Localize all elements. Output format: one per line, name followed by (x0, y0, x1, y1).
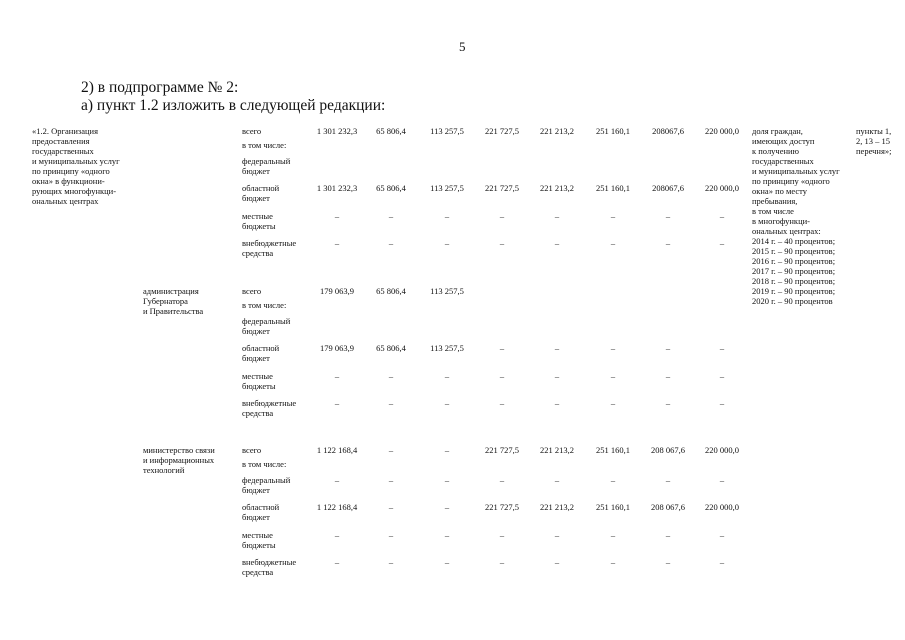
amount-cell: – (499, 238, 505, 248)
amount-cell: – (610, 343, 616, 353)
amount-cell: – (610, 371, 616, 381)
funding-source-label: бюджет (242, 166, 270, 176)
amount-cell: 65 806,4 (376, 286, 406, 296)
funding-source-label: в том числе: (242, 459, 287, 469)
amount-cell: – (388, 445, 394, 455)
indicator-line: 2015 г. – 90 процентов; (752, 246, 836, 256)
amount-cell: 113 257,5 (430, 183, 464, 193)
funding-source-label: областной (242, 183, 280, 193)
funding-source-label: средства (242, 248, 274, 258)
amount-cell: – (554, 343, 560, 353)
amount-cell: – (610, 238, 616, 248)
funding-source-label: бюджет (242, 512, 270, 522)
item-name-line: предоставления (32, 136, 90, 146)
amount-cell: – (334, 398, 340, 408)
amount-cell: – (334, 238, 340, 248)
amount-cell: – (334, 211, 340, 221)
amount-cell: 251 160,1 (596, 126, 630, 136)
amount-cell: – (444, 475, 450, 485)
amount-cell: – (554, 530, 560, 540)
item-name-line: «1.2. Организация (32, 126, 99, 136)
amount-cell: – (499, 530, 505, 540)
amount-cell: – (719, 475, 725, 485)
amount-cell: – (444, 211, 450, 221)
amount-cell: – (388, 502, 394, 512)
item-name-line: государственных (32, 146, 94, 156)
funding-source-label: бюджеты (242, 381, 276, 391)
indicator-line: в многофункци- (752, 216, 810, 226)
funding-source-label: областной (242, 343, 280, 353)
funding-source-label: средства (242, 408, 274, 418)
reference-line: перечня»; (856, 146, 892, 156)
amount-cell: 113 257,5 (430, 286, 464, 296)
funding-source-label: местные (242, 530, 273, 540)
amount-cell: 251 160,1 (596, 502, 630, 512)
amount-cell: 221 213,2 (540, 183, 574, 193)
amount-cell: – (554, 371, 560, 381)
funding-source-label: бюджет (242, 485, 270, 495)
funding-source-label: в том числе: (242, 140, 287, 150)
indicator-line: ональных центрах: (752, 226, 821, 236)
funding-source-label: областной (242, 502, 280, 512)
indicator-line: к получению (752, 146, 799, 156)
funding-source-label: местные (242, 211, 273, 221)
amount-cell: – (554, 475, 560, 485)
funding-source-label: в том числе: (242, 300, 287, 310)
amount-cell: 221 727,5 (485, 445, 519, 455)
amount-cell: 179 063,9 (320, 343, 354, 353)
amount-cell: 1 301 232,3 (316, 183, 358, 193)
amount-cell: – (388, 398, 394, 408)
amount-cell: – (388, 238, 394, 248)
amount-cell: – (388, 475, 394, 485)
amount-cell: – (665, 238, 671, 248)
amount-cell: – (610, 211, 616, 221)
amount-cell: – (719, 530, 725, 540)
amount-cell: – (388, 211, 394, 221)
amount-cell: 113 257,5 (430, 343, 464, 353)
funding-source-label: внебюджетные (242, 398, 297, 408)
amount-cell: – (610, 557, 616, 567)
reference-line: пункты 1, (856, 126, 892, 136)
amount-cell: – (388, 557, 394, 567)
funding-source-label: бюджет (242, 326, 270, 336)
funding-source-label: федеральный (242, 475, 291, 485)
indicator-line: имеющих доступ (752, 136, 815, 146)
amount-cell: – (444, 502, 450, 512)
item-name-line: рующих многофункци- (32, 186, 117, 196)
amount-cell: 220 000,0 (705, 445, 739, 455)
executor-line: технологий (143, 465, 185, 475)
indicator-line: 2018 г. – 90 процентов; (752, 276, 836, 286)
amount-cell: – (444, 398, 450, 408)
funding-source-label: всего (242, 445, 262, 455)
indicator-line: 2017 г. – 90 процентов; (752, 266, 836, 276)
amount-cell: – (388, 371, 394, 381)
amount-cell: – (499, 475, 505, 485)
amount-cell: – (665, 211, 671, 221)
amount-cell: 221 213,2 (540, 445, 574, 455)
amount-cell: – (665, 530, 671, 540)
amount-cell: – (499, 211, 505, 221)
funding-source-label: бюджет (242, 193, 270, 203)
amount-cell: 208067,6 (652, 183, 684, 193)
amount-cell: – (554, 557, 560, 567)
amount-cell: – (665, 371, 671, 381)
executor-line: администрация (143, 286, 199, 296)
amount-cell: – (444, 557, 450, 567)
indicator-line: 2020 г. – 90 процентов (752, 296, 833, 306)
funding-source-label: бюджет (242, 353, 270, 363)
amount-cell: 65 806,4 (376, 343, 406, 353)
amount-cell: 1 122 168,4 (316, 445, 358, 455)
amount-cell: – (444, 238, 450, 248)
amount-cell: – (444, 371, 450, 381)
amount-cell: – (334, 475, 340, 485)
funding-source-label: федеральный (242, 156, 291, 166)
indicator-line: в том числе (752, 206, 794, 216)
executor-line: Губернатора (143, 296, 188, 306)
item-name-line: и муниципальных услуг (32, 156, 120, 166)
indicator-line: 2014 г. – 40 процентов; (752, 236, 836, 246)
funding-source-label: внебюджетные (242, 557, 297, 567)
item-name-line: по принципу «одного (32, 166, 110, 176)
amount-cell: 220 000,0 (705, 183, 739, 193)
amount-cell: 208067,6 (652, 126, 684, 136)
indicator-line: 2016 г. – 90 процентов; (752, 256, 836, 266)
indicator-line: по принципу «одного (752, 176, 830, 186)
page-number: 5 (459, 39, 466, 54)
amount-cell: 1 301 232,3 (316, 126, 358, 136)
amount-cell: – (499, 343, 505, 353)
amount-cell: – (444, 445, 450, 455)
amount-cell: 251 160,1 (596, 183, 630, 193)
amount-cell: – (719, 557, 725, 567)
amount-cell: – (444, 530, 450, 540)
indicator-line: и муниципальных услуг (752, 166, 840, 176)
amount-cell: – (334, 557, 340, 567)
amount-cell: – (610, 398, 616, 408)
funding-source-label: внебюджетные (242, 238, 297, 248)
amount-cell: 208 067,6 (651, 445, 685, 455)
item-name-line: ональных центрах (32, 196, 99, 206)
indicator-line: доля граждан, (752, 126, 803, 136)
amount-cell: – (554, 238, 560, 248)
indicator-line: пребывания, (752, 196, 798, 206)
amount-cell: – (610, 475, 616, 485)
amount-cell: – (719, 211, 725, 221)
indicator-line: 2019 г. – 90 процентов; (752, 286, 836, 296)
funding-source-label: местные (242, 371, 273, 381)
funding-source-label: средства (242, 567, 274, 577)
amount-cell: – (388, 530, 394, 540)
amount-cell: – (719, 398, 725, 408)
amount-cell: 1 122 168,4 (316, 502, 358, 512)
item-name-line: окна» в функциони- (32, 176, 105, 186)
amount-cell: 113 257,5 (430, 126, 464, 136)
funding-source-label: бюджеты (242, 221, 276, 231)
amount-cell: – (665, 398, 671, 408)
amount-cell: 221 727,5 (485, 183, 519, 193)
funding-source-label: федеральный (242, 316, 291, 326)
amount-cell: 65 806,4 (376, 183, 406, 193)
amount-cell: – (719, 371, 725, 381)
amount-cell: – (665, 343, 671, 353)
funding-source-label: всего (242, 126, 262, 136)
amount-cell: – (665, 475, 671, 485)
amount-cell: 221 727,5 (485, 126, 519, 136)
amount-cell: – (499, 398, 505, 408)
amount-cell: – (499, 371, 505, 381)
amount-cell: 220 000,0 (705, 502, 739, 512)
executor-line: министерство связи (143, 445, 215, 455)
amount-cell: – (719, 343, 725, 353)
amount-cell: 251 160,1 (596, 445, 630, 455)
amount-cell: 208 067,6 (651, 502, 685, 512)
indicator-line: окна» по месту (752, 186, 807, 196)
subsection-heading: а) пункт 1.2 изложить в следующей редакции: (81, 97, 386, 114)
executor-line: и Правительства (143, 306, 204, 316)
indicator-line: государственных (752, 156, 814, 166)
amount-cell: – (334, 371, 340, 381)
amount-cell: 221 213,2 (540, 502, 574, 512)
section-heading: 2) в подпрограмме № 2: (81, 79, 239, 96)
amount-cell: – (610, 530, 616, 540)
amount-cell: – (719, 238, 725, 248)
funding-source-label: бюджеты (242, 540, 276, 550)
amount-cell: 220 000,0 (705, 126, 739, 136)
amount-cell: – (665, 557, 671, 567)
amount-cell: – (499, 557, 505, 567)
amount-cell: 179 063,9 (320, 286, 354, 296)
amount-cell: 221 727,5 (485, 502, 519, 512)
amount-cell: – (554, 398, 560, 408)
amount-cell: 65 806,4 (376, 126, 406, 136)
executor-line: и информационных (143, 455, 215, 465)
funding-source-label: всего (242, 286, 262, 296)
amount-cell: – (554, 211, 560, 221)
reference-line: 2, 13 – 15 (856, 136, 890, 146)
amount-cell: 221 213,2 (540, 126, 574, 136)
amount-cell: – (334, 530, 340, 540)
